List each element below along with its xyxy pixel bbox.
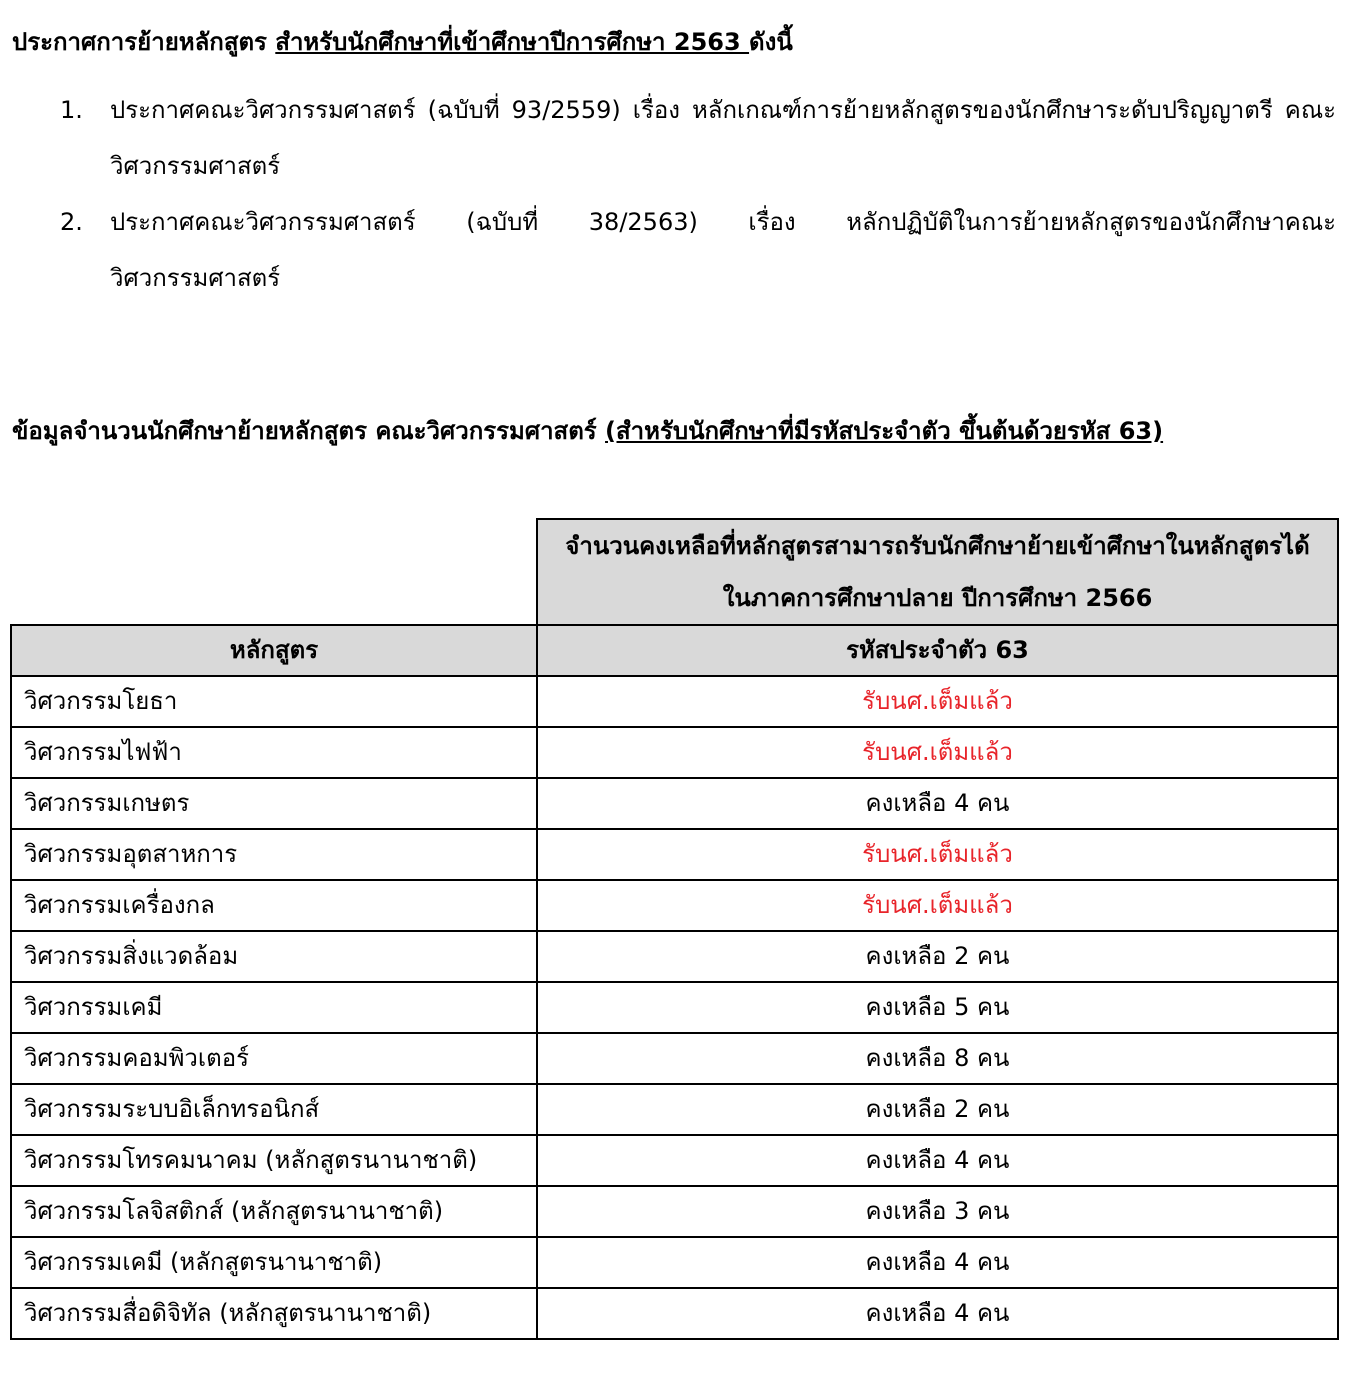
table-row xyxy=(11,1084,1338,1135)
reference-item xyxy=(60,194,1336,306)
table-row xyxy=(11,982,1338,1033)
reference-number: 2. xyxy=(60,208,83,236)
quota-remaining-status-cell: คงเหลือ 2 คน xyxy=(537,1084,1338,1135)
announcement-heading xyxy=(12,28,793,57)
program-name-cell: วิศวกรรมโลจิสติกส์ (หลักสูตรนานาชาติ) xyxy=(11,1186,537,1237)
program-name-cell: วิศวกรรมโทรคมนาคม (หลักสูตรนานาชาติ) xyxy=(11,1135,537,1186)
quota-full-status-cell: รับนศ.เต็มแล้ว xyxy=(537,880,1338,931)
table-row xyxy=(11,1237,1338,1288)
data-section-heading xyxy=(12,417,1163,446)
table-row xyxy=(11,778,1338,829)
reference-item xyxy=(60,82,1336,194)
announcement-heading-underlined: สำหรับนักศึกษาที่เข้าศึกษาปีการศึกษา 2563 xyxy=(275,28,750,56)
quota-remaining-status-cell: คงเหลือ 5 คน xyxy=(537,982,1338,1033)
program-name-cell: วิศวกรรมระบบอิเล็กทรอนิกส์ xyxy=(11,1084,537,1135)
table-row xyxy=(11,1135,1338,1186)
column-header-quota: รหัสประจำตัว 63 xyxy=(537,625,1338,676)
quota-remaining-status-cell: คงเหลือ 4 คน xyxy=(537,1288,1338,1339)
announcement-heading-suffix: ดังนี้ xyxy=(749,28,793,56)
program-name-cell: วิศวกรรมคอมพิวเตอร์ xyxy=(11,1033,537,1084)
quota-remaining-status-cell: คงเหลือ 4 คน xyxy=(537,1135,1338,1186)
reference-list xyxy=(60,82,1336,306)
program-name-cell: วิศวกรรมเครื่องกล xyxy=(11,880,537,931)
table-row xyxy=(11,1186,1338,1237)
group-header-cell: จำนวนคงเหลือที่หลักสูตรสามารถรับนักศึกษาย้ายเข้าศึกษาในหลักสูตรได้ ในภาคการศึกษาปลาย ปีการศึกษา 2566 xyxy=(537,519,1338,625)
program-name-cell: วิศวกรรมอุตสาหการ xyxy=(11,829,537,880)
table-row xyxy=(11,931,1338,982)
announcement-heading-prefix: ประกาศการย้ายหลักสูตร xyxy=(12,28,276,56)
data-heading-prefix: ข้อมูลจำนวนนักศึกษาย้ายหลักสูตร คณะวิศวกรรมศาสตร์ xyxy=(12,417,606,445)
quota-remaining-status-cell: คงเหลือ 3 คน xyxy=(537,1186,1338,1237)
program-name-cell: วิศวกรรมโยธา xyxy=(11,676,537,727)
reference-number: 1. xyxy=(60,96,83,124)
table-row xyxy=(11,676,1338,727)
table-row xyxy=(11,1288,1338,1339)
group-header-row xyxy=(11,519,1338,625)
program-name-cell: วิศวกรรมสื่อดิจิทัล (หลักสูตรนานาชาติ) xyxy=(11,1288,537,1339)
quota-remaining-status-cell: คงเหลือ 4 คน xyxy=(537,778,1338,829)
transfer-quota-table xyxy=(10,518,1339,1340)
quota-remaining-status-cell: คงเหลือ 2 คน xyxy=(537,931,1338,982)
program-name-cell: วิศวกรรมไฟฟ้า xyxy=(11,727,537,778)
program-name-cell: วิศวกรรมเกษตร xyxy=(11,778,537,829)
program-name-cell: วิศวกรรมเคมี (หลักสูตรนานาชาติ) xyxy=(11,1237,537,1288)
program-name-cell: วิศวกรรมเคมี xyxy=(11,982,537,1033)
quota-full-status-cell: รับนศ.เต็มแล้ว xyxy=(537,676,1338,727)
data-heading-underlined: (สำหรับนักศึกษาที่มีรหัสประจำตัว ขึ้นต้นด้วยรหัส 63) xyxy=(605,417,1164,445)
table-row xyxy=(11,880,1338,931)
quota-full-status-cell: รับนศ.เต็มแล้ว xyxy=(537,829,1338,880)
reference-text: ประกาศคณะวิศวกรรมศาสตร์ (ฉบับที่ 93/2559) เรื่อง หลักเกณฑ์การย้ายหลักสูตรของนักศึกษาระดับปริญญาตรี คณะวิศวกรรมศาสตร์ xyxy=(110,96,1336,180)
reference-text: ประกาศคณะวิศวกรรมศาสตร์ (ฉบับที่ 38/2563) เรื่อง หลักปฏิบัติในการย้ายหลักสูตรของนักศึกษาคณะ วิศวกรรมศาสตร์ xyxy=(110,208,1336,292)
quota-remaining-status-cell: คงเหลือ 8 คน xyxy=(537,1033,1338,1084)
column-header-row xyxy=(11,625,1338,676)
table-body xyxy=(11,676,1338,1339)
table-row xyxy=(11,829,1338,880)
quota-full-status-cell: รับนศ.เต็มแล้ว xyxy=(537,727,1338,778)
program-name-cell: วิศวกรรมสิ่งแวดล้อม xyxy=(11,931,537,982)
empty-corner-cell xyxy=(11,519,537,625)
table-row xyxy=(11,727,1338,778)
column-header-program: หลักสูตร xyxy=(11,625,537,676)
table-row xyxy=(11,1033,1338,1084)
quota-remaining-status-cell: คงเหลือ 4 คน xyxy=(537,1237,1338,1288)
